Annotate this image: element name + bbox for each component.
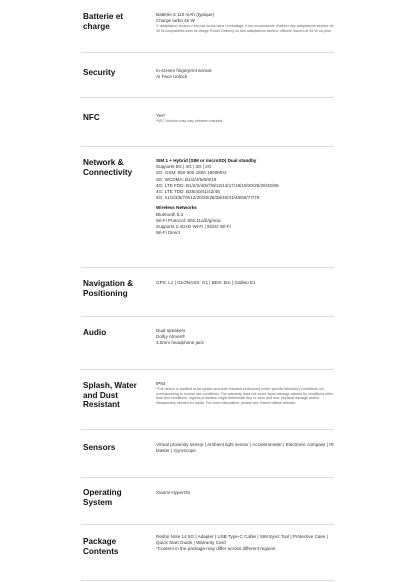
section-content	[156, 68, 336, 80]
section-title: Operating System	[83, 488, 122, 507]
spec-section-sensors	[81, 429, 334, 478]
spec-line: Supports 2.4GHz Wi-Fi | 5GHz Wi-Fi	[156, 224, 231, 230]
section-content	[156, 442, 336, 454]
spec-line: GPS: L1 | GLONASS: G1 | BDS: B1I | Galileo E1	[156, 280, 256, 285]
spec-section-os	[81, 477, 334, 525]
spec-line: Charge turbo 45 W	[156, 18, 195, 24]
spec-paragraph: Redmi Note 14 5G | Adapter | USB Type-C Cable | SIM Eject Tool | Protective Case | Quick Start Guide | Warranty Card	[156, 534, 328, 546]
spec-line: 3G: WCDMA: B1/2/4/5/6/8/19	[156, 176, 217, 182]
spec-section-audio	[81, 316, 334, 370]
section-content	[156, 12, 336, 34]
section-content	[156, 328, 336, 347]
section-content	[156, 113, 336, 124]
spec-line: Bluetooth 5.3	[156, 211, 184, 217]
section-title: Network & Connectivity	[83, 158, 133, 177]
section-title: Security	[83, 68, 116, 77]
section-content	[156, 490, 336, 496]
spec-section-navigation	[81, 267, 334, 317]
spec-line: AI Face Unlock	[156, 74, 188, 80]
spec-section-battery	[81, 8, 334, 53]
section-title: Package Contents	[83, 537, 119, 556]
section-title: Splash, Water and Dust Resistant	[83, 381, 137, 409]
spec-line: In-screen fingerprint sensor	[156, 68, 212, 73]
spec-line: 3.5mm headphone jack	[156, 340, 204, 346]
spec-line: 5G: n1/2/3/5/7/8/12/20/26/28/38/40/41/48/66/77/78	[156, 195, 260, 201]
spec-line: 2G: GSM: 850 900 1800 1900MHz	[156, 170, 227, 176]
spec-section-network	[81, 146, 334, 268]
section-title: Batterie et charge	[83, 12, 124, 31]
spec-section-package	[81, 524, 334, 581]
spec-section-nfc	[81, 97, 334, 147]
section-title: Sensors	[83, 443, 116, 452]
section-title: Audio	[83, 328, 107, 337]
spec-subheading: SIM 1 + Hybrid (SIM or microSD) Dual standby	[156, 158, 257, 163]
spec-section-splash	[81, 369, 334, 430]
spec-note: *L'adaptateur secteur n'est pas inclus dans l'emballage. Il est recommandé d'utiliser des adaptateurs secteur de 45 W compatibles avec la charge Power Delivery ou des adaptateurs secteur officiels Xiaomi de 45 W ou plus.	[156, 24, 334, 33]
section-content	[156, 381, 336, 406]
section-title: NFC	[83, 113, 100, 122]
spec-paragraph: Virtual proximity sensor | Ambient light sensor | Accelerometer | Electronic compass | IR blaster | Gyroscope	[156, 442, 334, 454]
section-content	[156, 280, 336, 286]
spec-note: *The device is certified to be splash and dust resistant exclusively under specific laboratory conditions not corresponding to normal use conditions. The warranty does not cover liquid damage caused by conditions other than test conditions, ingress protection might deteriorate due to wear and tear, physical damage and/or disassembly needed for repair. For more information, please see Xiaomi official website.	[156, 387, 334, 405]
spec-line: Xiaomi HyperOS	[156, 490, 191, 495]
spec-line: Batterie 5 110 mAh (typique)	[156, 12, 215, 17]
spec-line: Yes*	[156, 113, 166, 118]
spec-line: 4G: LTE TDD: B38/40/41/42/48	[156, 189, 220, 195]
section-title: Navigation & Positioning	[83, 279, 134, 298]
spec-line: Wi-Fi Protocol: 802.11a/b/g/n/ac	[156, 217, 222, 223]
spec-line: IP64	[156, 381, 166, 386]
spec-line: Supports 5G | 4G | 3G | 2G	[156, 164, 212, 170]
spec-section-security	[81, 52, 334, 98]
spec-line: Dolby Atmos®	[156, 334, 186, 340]
section-content	[156, 158, 336, 236]
spec-line: Wi-Fi Direct	[156, 230, 180, 236]
spec-line: *Content in the package may differ across different regions.	[156, 546, 277, 552]
spec-note: *NFC function may vary between markets.	[156, 119, 224, 124]
spec-subheading: Wireless Networks	[156, 205, 197, 211]
spec-line: 4G: LTE FDD: B1/2/3/4/5/7/8/12/13/17/18/19/20/26/28/32/66	[156, 182, 279, 188]
section-content	[156, 534, 336, 553]
spec-line: Dual speakers	[156, 328, 186, 333]
